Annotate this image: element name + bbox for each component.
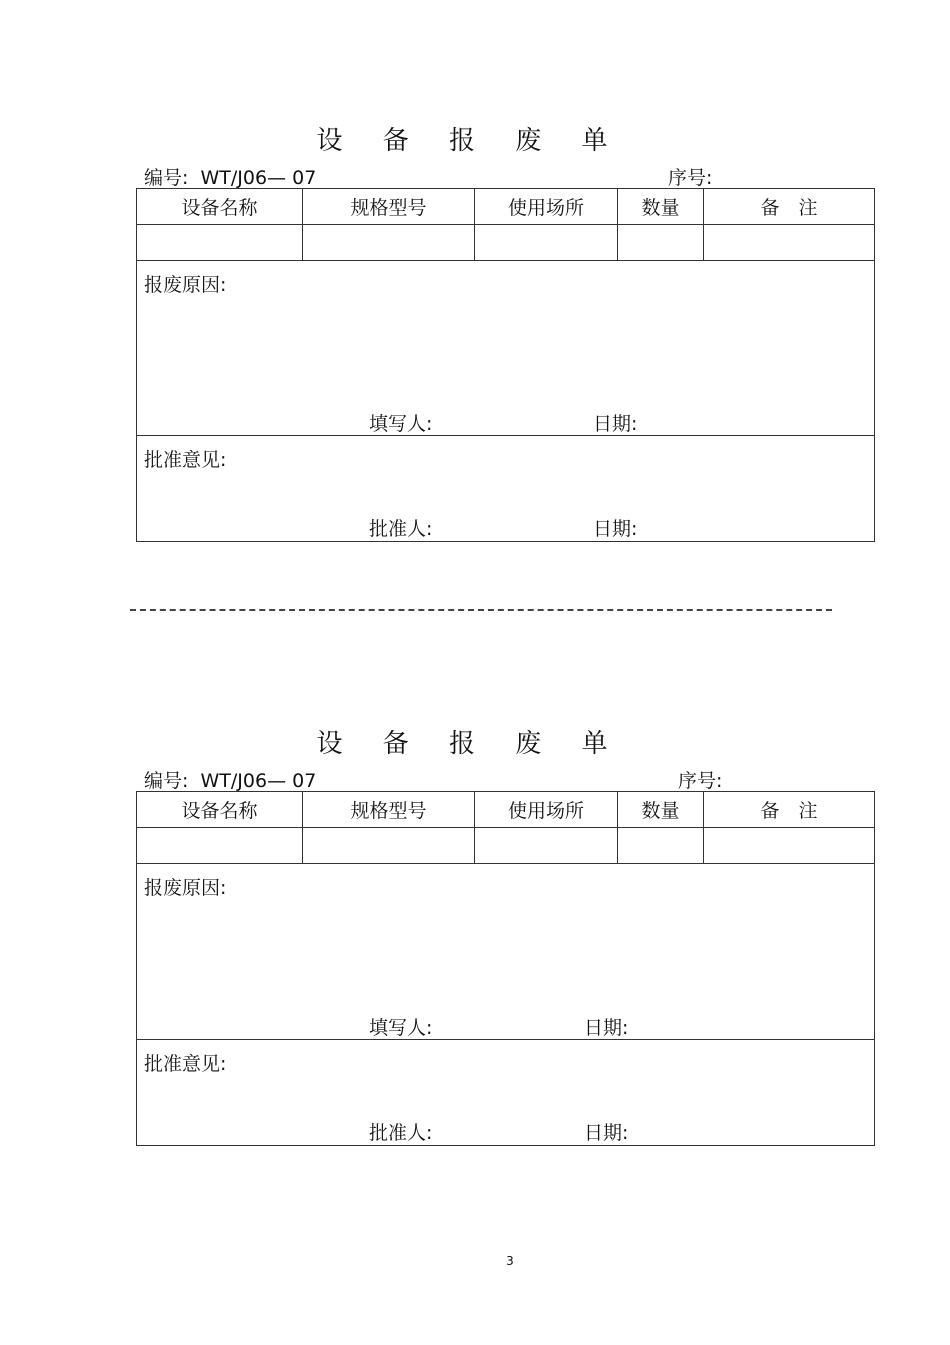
serial-number-label: 序号: <box>678 770 723 792</box>
serial-number-label: 序号: <box>668 167 713 189</box>
header-row <box>137 189 874 225</box>
form-code <box>144 163 316 190</box>
date-label: 日期: <box>593 413 638 435</box>
cut-line-divider <box>130 609 832 611</box>
form-title: 设 备 报 废 单 <box>316 729 624 759</box>
header-row <box>137 792 874 828</box>
input-row <box>137 828 874 864</box>
quantity-field[interactable] <box>618 225 704 260</box>
page-number: 3 <box>506 1254 514 1268</box>
approval-date-label: 日期: <box>593 518 638 540</box>
quantity-field[interactable] <box>618 828 704 863</box>
form-code-value: WT/J06— 07 <box>200 770 317 792</box>
approval-date-label: 日期: <box>584 1122 629 1144</box>
approval-section[interactable] <box>137 436 874 541</box>
header-specification: 规格型号 <box>303 792 475 827</box>
scrap-reason-label: 报废原因: <box>144 274 227 296</box>
header-remarks: 备 注 <box>760 197 818 219</box>
header-specification: 规格型号 <box>303 189 475 224</box>
form-code <box>144 766 316 793</box>
specification-field[interactable] <box>303 828 475 863</box>
location-field[interactable] <box>475 828 618 863</box>
approval-opinion-label: 批准意见: <box>144 449 227 471</box>
form-title: 设 备 报 废 单 <box>316 126 624 156</box>
header-location: 使用场所 <box>475 792 618 827</box>
approver-label: 批准人: <box>369 1122 433 1144</box>
scrap-reason-label: 报废原因: <box>144 877 227 899</box>
location-field[interactable] <box>475 225 618 260</box>
specification-field[interactable] <box>303 225 475 260</box>
form-code-label: 编号: <box>144 167 189 189</box>
approval-section[interactable] <box>137 1040 874 1145</box>
form-table <box>136 791 875 1146</box>
approval-opinion-label: 批准意见: <box>144 1053 227 1075</box>
remarks-field[interactable] <box>704 828 874 863</box>
header-location: 使用场所 <box>475 189 618 224</box>
header-quantity: 数量 <box>618 189 704 224</box>
header-equipment-name: 设备名称 <box>137 792 303 827</box>
form-code-label: 编号: <box>144 770 189 792</box>
equipment-name-field[interactable] <box>137 225 303 260</box>
approver-label: 批准人: <box>369 518 433 540</box>
input-row <box>137 225 874 261</box>
form-table <box>136 188 875 542</box>
header-equipment-name: 设备名称 <box>137 189 303 224</box>
scrap-reason-section[interactable] <box>137 864 874 1040</box>
equipment-name-field[interactable] <box>137 828 303 863</box>
remarks-field[interactable] <box>704 225 874 260</box>
filler-label: 填写人: <box>369 1017 433 1039</box>
header-remarks: 备 注 <box>760 800 818 822</box>
filler-label: 填写人: <box>369 413 433 435</box>
header-quantity: 数量 <box>618 792 704 827</box>
date-label: 日期: <box>584 1017 629 1039</box>
form-code-value: WT/J06— 07 <box>200 167 317 189</box>
scrap-reason-section[interactable] <box>137 261 874 436</box>
